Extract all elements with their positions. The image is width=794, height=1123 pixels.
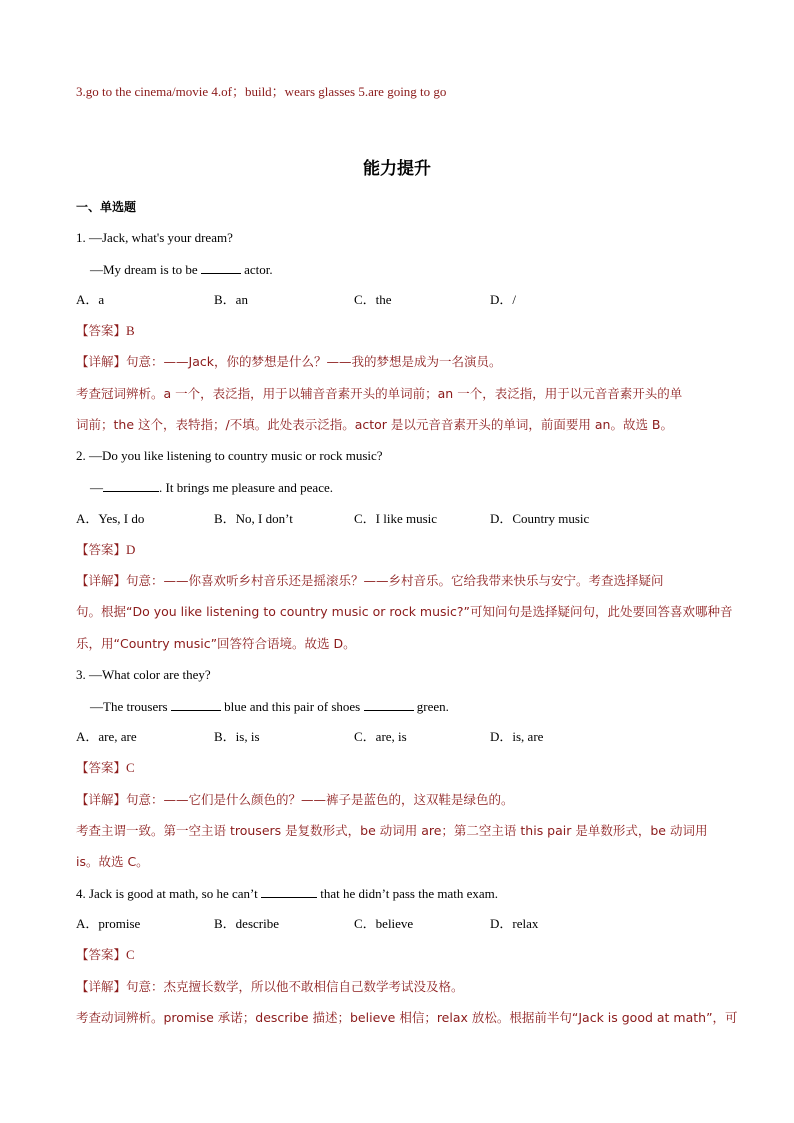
q3-option-a[interactable]: A．are, are	[76, 729, 137, 744]
section-heading: 一、单选题	[76, 200, 137, 214]
q1-detail-line2: 考查冠词辨析。a 一个，表泛指，用于以辅音音素开头的单词前；an 一个，表泛指，用于以元音音素开头的单	[76, 386, 683, 401]
q3-detail-line3: is。故选 C。	[76, 854, 149, 869]
q3-option-c[interactable]: C．are, is	[354, 729, 407, 744]
q4-option-b[interactable]: B．describe	[214, 916, 279, 931]
q2-option-a[interactable]: A．Yes, I do	[76, 511, 145, 526]
q2-response: — . It brings me pleasure and peace.	[90, 480, 333, 495]
q2-option-d[interactable]: D．Country music	[490, 511, 590, 526]
q3-detail-line2: 考查主谓一致。第一空主语 trousers 是复数形式，be 动词用 are；第二空主语 this pair 是单数形式，be 动词用	[76, 823, 708, 838]
q3-option-b[interactable]: B．is, is	[214, 729, 260, 744]
q2-detail-line1: 【详解】句意：——你喜欢听乡村音乐还是摇滚乐？——乡村音乐。它给我带来快乐与安宁。考查选择疑问	[76, 573, 664, 588]
q1-option-a[interactable]: A．a	[76, 292, 105, 307]
q4-detail-line1: 【详解】句意：杰克擅长数学，所以他不敢相信自己数学考试没及格。	[76, 979, 464, 994]
q4-option-d[interactable]: D．relax	[490, 916, 539, 931]
previous-answers-line: 3.go to the cinema/movie 4.of；build；wears glasses 5.are going to go	[76, 84, 447, 99]
q1-detail-line3: 词前；the 这个，表特指；/不填。此处表示泛指。actor 是以元音音素开头的单词，前面要用 an。故选 B。	[76, 417, 673, 432]
q2-detail-line2: 句。根据“Do you like listening to country music or rock music?”可知问句是选择疑问句，此处要回答喜欢哪种音	[76, 604, 733, 619]
q4-detail-line2: 考查动词辨析。promise 承诺；describe 描述；believe 相信；relax 放松。根据前半句“Jack is good at math”，可	[76, 1010, 738, 1025]
q2-prompt: 2. —Do you like listening to country music or rock music?	[76, 448, 383, 463]
answer-blank	[201, 261, 241, 274]
q1-option-b[interactable]: B．an	[214, 292, 248, 307]
answer-blank	[103, 479, 159, 492]
answer-blank	[364, 698, 414, 711]
q2-answer: 【答案】D	[76, 542, 136, 557]
q3-detail-line1: 【详解】句意：——它们是什么颜色的？——裤子是蓝色的，这双鞋是绿色的。	[76, 792, 514, 807]
q3-response: —The trousers blue and this pair of shoes green.	[90, 699, 449, 714]
q2-detail-line3: 乐，用“Country music”回答符合语境。故选 D。	[76, 636, 356, 651]
q1-prompt: 1. —Jack, what's your dream?	[76, 230, 233, 245]
q4-answer: 【答案】C	[76, 947, 135, 962]
q2-option-b[interactable]: B．No, I don’t	[214, 511, 293, 526]
q1-answer: 【答案】B	[76, 323, 135, 338]
q1-option-d[interactable]: D．/	[490, 292, 517, 307]
q4-option-a[interactable]: A．promise	[76, 916, 141, 931]
q3-prompt: 3. —What color are they?	[76, 667, 211, 682]
q4-option-c[interactable]: C．believe	[354, 916, 414, 931]
section-title: 能力提升	[363, 159, 431, 179]
q2-option-c[interactable]: C．I like music	[354, 511, 438, 526]
q3-answer: 【答案】C	[76, 760, 135, 775]
q3-option-d[interactable]: D．is, are	[490, 729, 544, 744]
answer-blank	[171, 698, 221, 711]
q1-option-c[interactable]: C．the	[354, 292, 392, 307]
q1-response: —My dream is to be actor.	[90, 262, 273, 277]
answer-blank	[261, 885, 317, 898]
q1-detail-line1: 【详解】句意：——Jack，你的梦想是什么？——我的梦想是成为一名演员。	[76, 354, 502, 369]
q4-prompt: 4. Jack is good at math, so he can’t that he didn’t pass the math exam.	[76, 886, 498, 901]
